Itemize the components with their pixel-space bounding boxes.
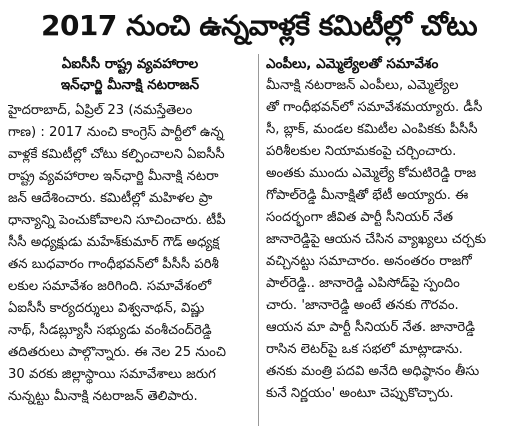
body-line: నున్నట్టు మీనాక్షి నటరాజన్ తెలిపారు. — [8, 389, 198, 404]
body-line: 30 వరకు జిల్లాస్థాయి సమావేశాలు జరుగ — [8, 367, 216, 382]
left-subhead-line: ఇన్‌ఛార్జి మీనాక్షి నటరాజన్ — [60, 77, 200, 93]
body-line: ధాన్యాన్ని పెంచుకోవాలని సూచించారు. టీపీ — [8, 213, 226, 228]
headline: 2017 నుంచి ఉన్నవాళ్లకే కమిటీల్లో చోటు — [40, 9, 478, 42]
left-column — [8, 54, 252, 408]
right-column — [266, 54, 510, 405]
body-line: నాథ్, సీడబ్ల్యూసీ సభ్యుడు వంశీచంద్‌రెడ్డి — [8, 323, 212, 338]
body-line: గోపాల్‌రెడ్డి మీనాక్షితో భేటీ అయ్యారు. ఈ — [266, 188, 469, 203]
body-line: సందర్భంగా జీవిత పార్టీ సీనియర్ నేత — [266, 210, 454, 225]
body-line: హైదరాబాద్, ఏప్రిల్ 23 (నమస్తేతెలం — [8, 103, 193, 118]
body-line: ఆయన మా పార్టీ సీనియర్ నేత. జానారెడ్డి — [266, 320, 475, 335]
body-line: గాణ) : 2017 నుంచి కాంగ్రెస్ పార్టీలో ఉన్న — [8, 125, 224, 140]
body-line: చారు. 'జానారెడ్డి అంటే తనకు గౌరవం. — [266, 298, 459, 313]
left-subhead-line: ఏఐసీసీ రాష్ట్ర వ్యవహారాల — [61, 56, 199, 72]
body-line: జన్ ఆదేశించారు. కమిటీల్లో మహిళల ప్రా — [8, 191, 213, 206]
body-line: లకుల సమావేశం జరిగింది. సమావేశంలో — [8, 279, 212, 294]
body-line: రాసిన లెటర్‌పై ఒక సభలో మాట్లాడాను. — [266, 342, 463, 357]
left-subhead — [8, 54, 252, 96]
body-line: పాల్‌రెడ్డి.. జానారెడ్డి ఎపిసోడ్‌పై స్పందిం — [266, 276, 460, 291]
body-line: రాష్ట్ర వ్యవహారాల ఇన్‌ఛార్జి మీనాక్షి నటరా — [8, 169, 219, 184]
right-body-text — [266, 75, 510, 405]
body-line: సీసీ అధ్యక్షుడు మహేశ్‌కుమార్ గౌడ్ అధ్యక్ష — [8, 235, 220, 250]
body-line: వచ్చినట్టు సమాచారం. అనంతరం రాజగో — [266, 254, 472, 269]
body-line: అంతకు ముందు ఎమ్మెల్యే కోమటిరెడ్డి రాజ — [266, 166, 477, 181]
body-line: తనకు మంత్రి పదవి అనేది అధిష్ఠానం తీసు — [266, 364, 480, 379]
body-line: తదితరులు పాల్గొన్నారు. ఈ నెల 25 నుంచి — [8, 345, 226, 360]
body-line: వాళ్లకే కమిటీల్లో చోటు కల్పించాలని ఏఐసీసీ — [8, 147, 225, 162]
column-divider — [258, 54, 259, 426]
body-line: కునే నిర్ణయం' అంటూ చెప్పుకొచ్చారు. — [266, 386, 454, 401]
body-line: తో గాంధీభవన్‌లో సమావేశమయ్యారు. డీసీ — [266, 100, 483, 115]
body-line: మీనాక్షి నటరాజన్ ఎంపీలు, ఎమ్మెల్యేల — [266, 78, 459, 93]
body-line: సీ, బ్లాక్, మండల కమిటీల ఎంపికకు పీసీసీ — [266, 122, 478, 137]
body-line: ఏఐసీసీ కార్యదర్శులు విశ్వనాథన్, విష్ణు — [8, 301, 205, 316]
body-line: జానారెడ్డిపై ఆయన చేసిన వ్యాఖ్యలు చర్చకు — [266, 232, 487, 247]
right-subhead: ఎంపీలు, ఎమ్మెల్యేలతో సమావేశం — [266, 56, 439, 72]
body-line: పరిశీలకుల నియామకంపై చర్చించారు. — [266, 144, 457, 159]
body-line: తన బుధవారం గాంధీభవన్‌లో పీసీసీ పరిశీ — [8, 257, 219, 272]
left-body-text — [8, 100, 252, 408]
